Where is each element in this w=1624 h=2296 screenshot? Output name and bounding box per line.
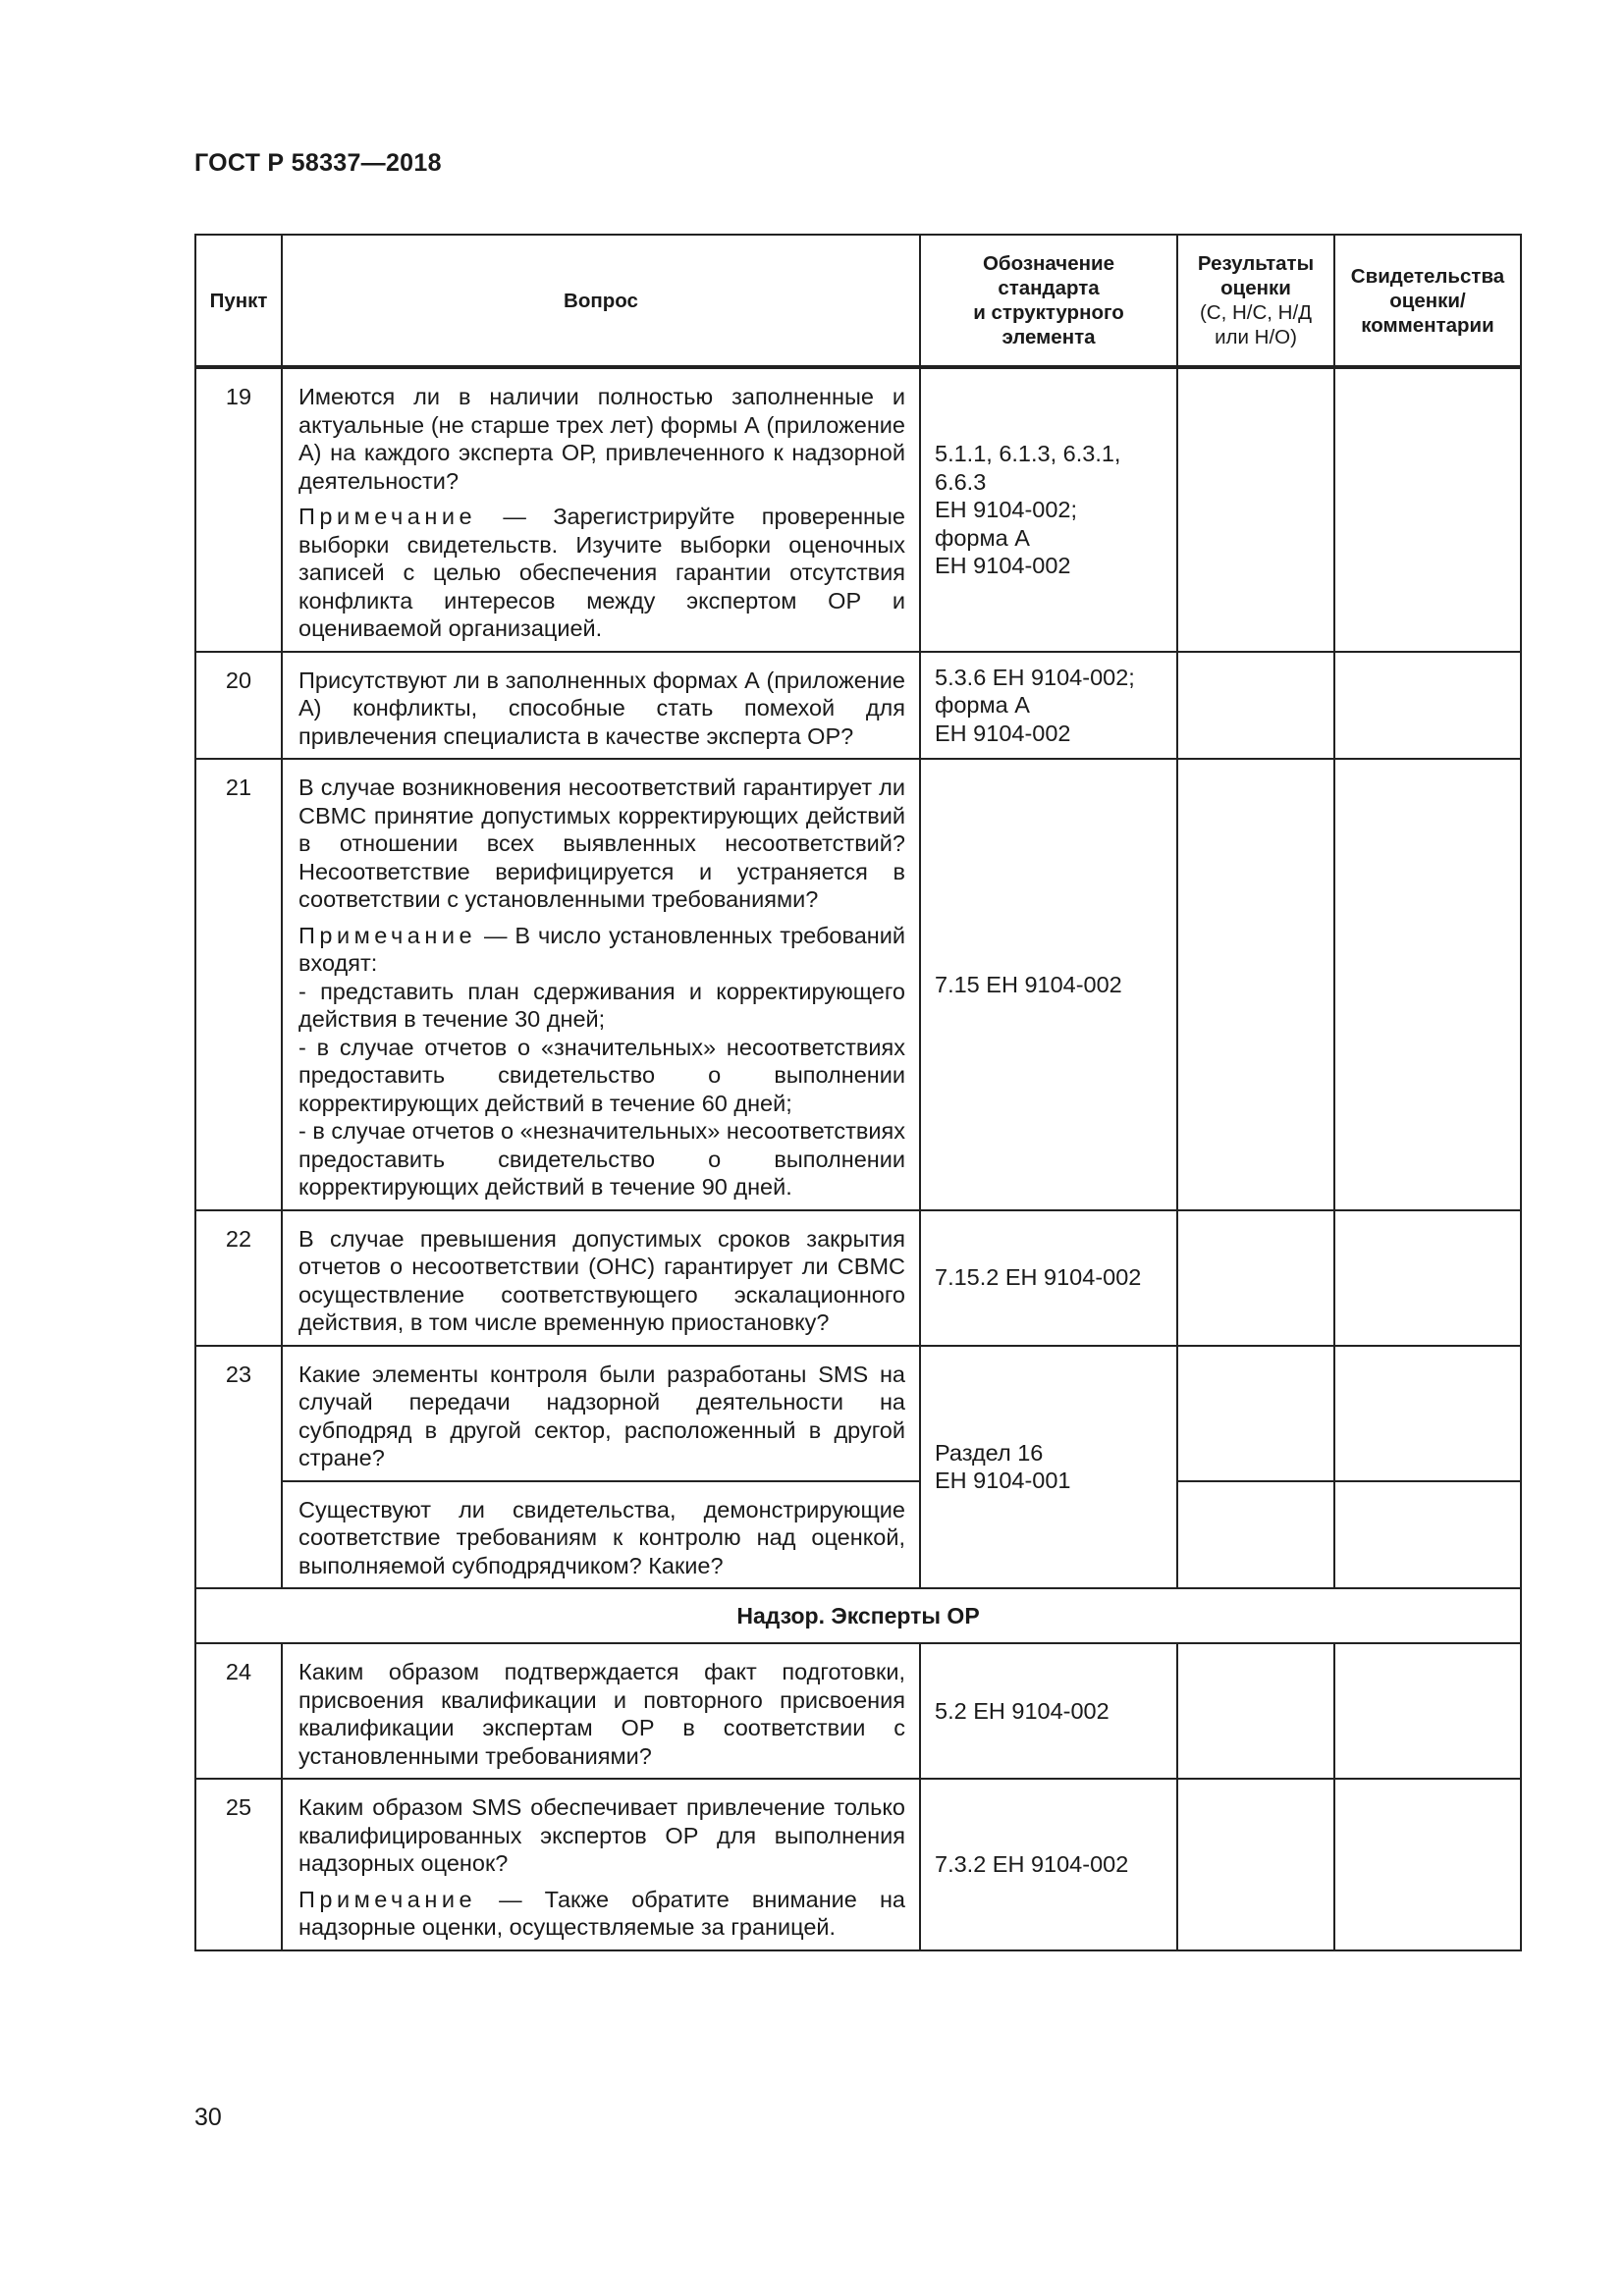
table-header-row <box>195 235 1521 367</box>
standard-ref: 7.15 ЕН 9104-002 <box>920 759 1177 1210</box>
evidence-cell <box>1334 759 1521 1210</box>
item-number: 21 <box>195 759 282 1210</box>
column-header-results: Результаты оценки (С, Н/С, Н/Д или Н/О) <box>1177 235 1334 367</box>
evidence-cell <box>1334 652 1521 760</box>
question-cell <box>282 1643 920 1779</box>
evidence-cell <box>1334 1346 1521 1481</box>
results-cell <box>1177 1210 1334 1346</box>
evidence-cell <box>1334 1210 1521 1346</box>
question-cell <box>282 367 920 652</box>
question-cell <box>282 759 920 1210</box>
table-row <box>195 1779 1521 1950</box>
column-header-question: Вопрос <box>282 235 920 367</box>
column-header-item: Пункт <box>195 235 282 367</box>
standard-ref: 7.15.2 ЕН 9104-002 <box>920 1210 1177 1346</box>
item-number: 19 <box>195 367 282 652</box>
question-note: Примечание — Зарегистрируйте проверенные выборки свидетельств. Изучите выборки оценочных записей с целью обеспечения гарантии отсутствия конфликта интересов между экспертом ОР и оцениваемой организацией. <box>298 504 905 641</box>
question-text: Имеются ли в наличии полностью заполненные и актуальные (не старше трех лет) формы А (приложение А) на каждого эксперта ОР, привлеченного к надзорной деятельности? <box>298 384 905 494</box>
standard-ref: 7.3.2 ЕН 9104-002 <box>920 1779 1177 1950</box>
section-title: Надзор. Эксперты ОР <box>195 1588 1521 1643</box>
question-text: Какие элементы контроля были разработаны SMS на случай передачи надзорной деятельности на субподряд в другой сектор, расположенный в другой стране? <box>298 1361 905 1470</box>
table-row <box>195 367 1521 652</box>
section-row <box>195 1588 1521 1643</box>
table-row <box>195 759 1521 1210</box>
column-header-evidence: Свидетельства оценки/ комментарии <box>1334 235 1521 367</box>
question-text: Существуют ли свидетельства, демонстрирующие соответствие требованиям к контролю над оценкой, выполняемой субподрядчиком? Какие? <box>298 1496 905 1578</box>
item-number: 20 <box>195 652 282 760</box>
question-note: Примечание — В число установленных требований входят: - представить план сдерживания и корректирующего действия в течение 30 дней; - в случае отчетов о «значительных» несоответствиях предоставить свидетельство о выполнении корректирующих действий в течение 60 дней; - в случае отчетов о «незначительных» несоответствиях предоставить свидетельство о выполнении корректирующих действий в течение 90 дней. <box>298 922 905 1200</box>
standard-ref: 5.2 ЕН 9104-002 <box>920 1643 1177 1779</box>
item-number: 22 <box>195 1210 282 1346</box>
document-header: ГОСТ Р 58337—2018 <box>194 149 442 177</box>
evidence-cell <box>1334 367 1521 652</box>
question-text: В случае возникновения несоответствий гарантирует ли СВМС принятие допустимых корректирующих действий в отношении всех выявленных несоответствий? Несоответствие верифицируется и устраняется в соответствии с установленными требованиями? <box>298 774 905 912</box>
question-note: Примечание — Также обратите внимание на надзорные оценки, осуществляемые за границей. <box>298 1886 905 1940</box>
table-row <box>195 652 1521 760</box>
results-cell <box>1177 759 1334 1210</box>
question-cell <box>282 652 920 760</box>
results-cell <box>1177 367 1334 652</box>
evidence-cell <box>1334 1643 1521 1779</box>
item-number: 23 <box>195 1346 282 1589</box>
item-number: 24 <box>195 1643 282 1779</box>
question-cell <box>282 1779 920 1950</box>
standard-ref: Раздел 16 ЕН 9104-001 <box>920 1346 1177 1589</box>
checklist-table <box>194 234 1522 1951</box>
table-row <box>195 1643 1521 1779</box>
table-row <box>195 1481 1521 1589</box>
table-row <box>195 1210 1521 1346</box>
column-header-standard: Обозначение стандарта и структурного элемента <box>920 235 1177 367</box>
results-cell <box>1177 1779 1334 1950</box>
results-cell <box>1177 1481 1334 1589</box>
results-cell <box>1177 652 1334 760</box>
question-cell <box>282 1210 920 1346</box>
question-cell <box>282 1481 920 1589</box>
question-cell <box>282 1346 920 1481</box>
question-text: Каким образом SMS обеспечивает привлечение только квалифицированных экспертов ОР для выполнения надзорных оценок? <box>298 1794 905 1876</box>
results-cell <box>1177 1643 1334 1779</box>
standard-ref: 5.3.6 ЕН 9104-002; форма А ЕН 9104-002 <box>920 652 1177 760</box>
question-text: Присутствуют ли в заполненных формах А (приложение А) конфликты, способные стать помехой для привлечения специалиста в качестве эксперта ОР? <box>298 667 905 749</box>
item-number: 25 <box>195 1779 282 1950</box>
table-row <box>195 1346 1521 1481</box>
standard-ref: 5.1.1, 6.1.3, 6.3.1, 6.6.3 ЕН 9104-002; форма А ЕН 9104-002 <box>920 367 1177 652</box>
question-text: Каким образом подтверждается факт подготовки, присвоения квалификации и повторного присвоения квалификации экспертам ОР в соответствии с установленными требованиями? <box>298 1659 905 1769</box>
results-cell <box>1177 1346 1334 1481</box>
evidence-cell <box>1334 1779 1521 1950</box>
evidence-cell <box>1334 1481 1521 1589</box>
question-text: В случае превышения допустимых сроков закрытия отчетов о несоответствии (ОНС) гарантирует ли СВМС осуществление соответствующего эскалационного действия, в том числе временную приостановку? <box>298 1225 905 1335</box>
page-number: 30 <box>194 2104 222 2131</box>
